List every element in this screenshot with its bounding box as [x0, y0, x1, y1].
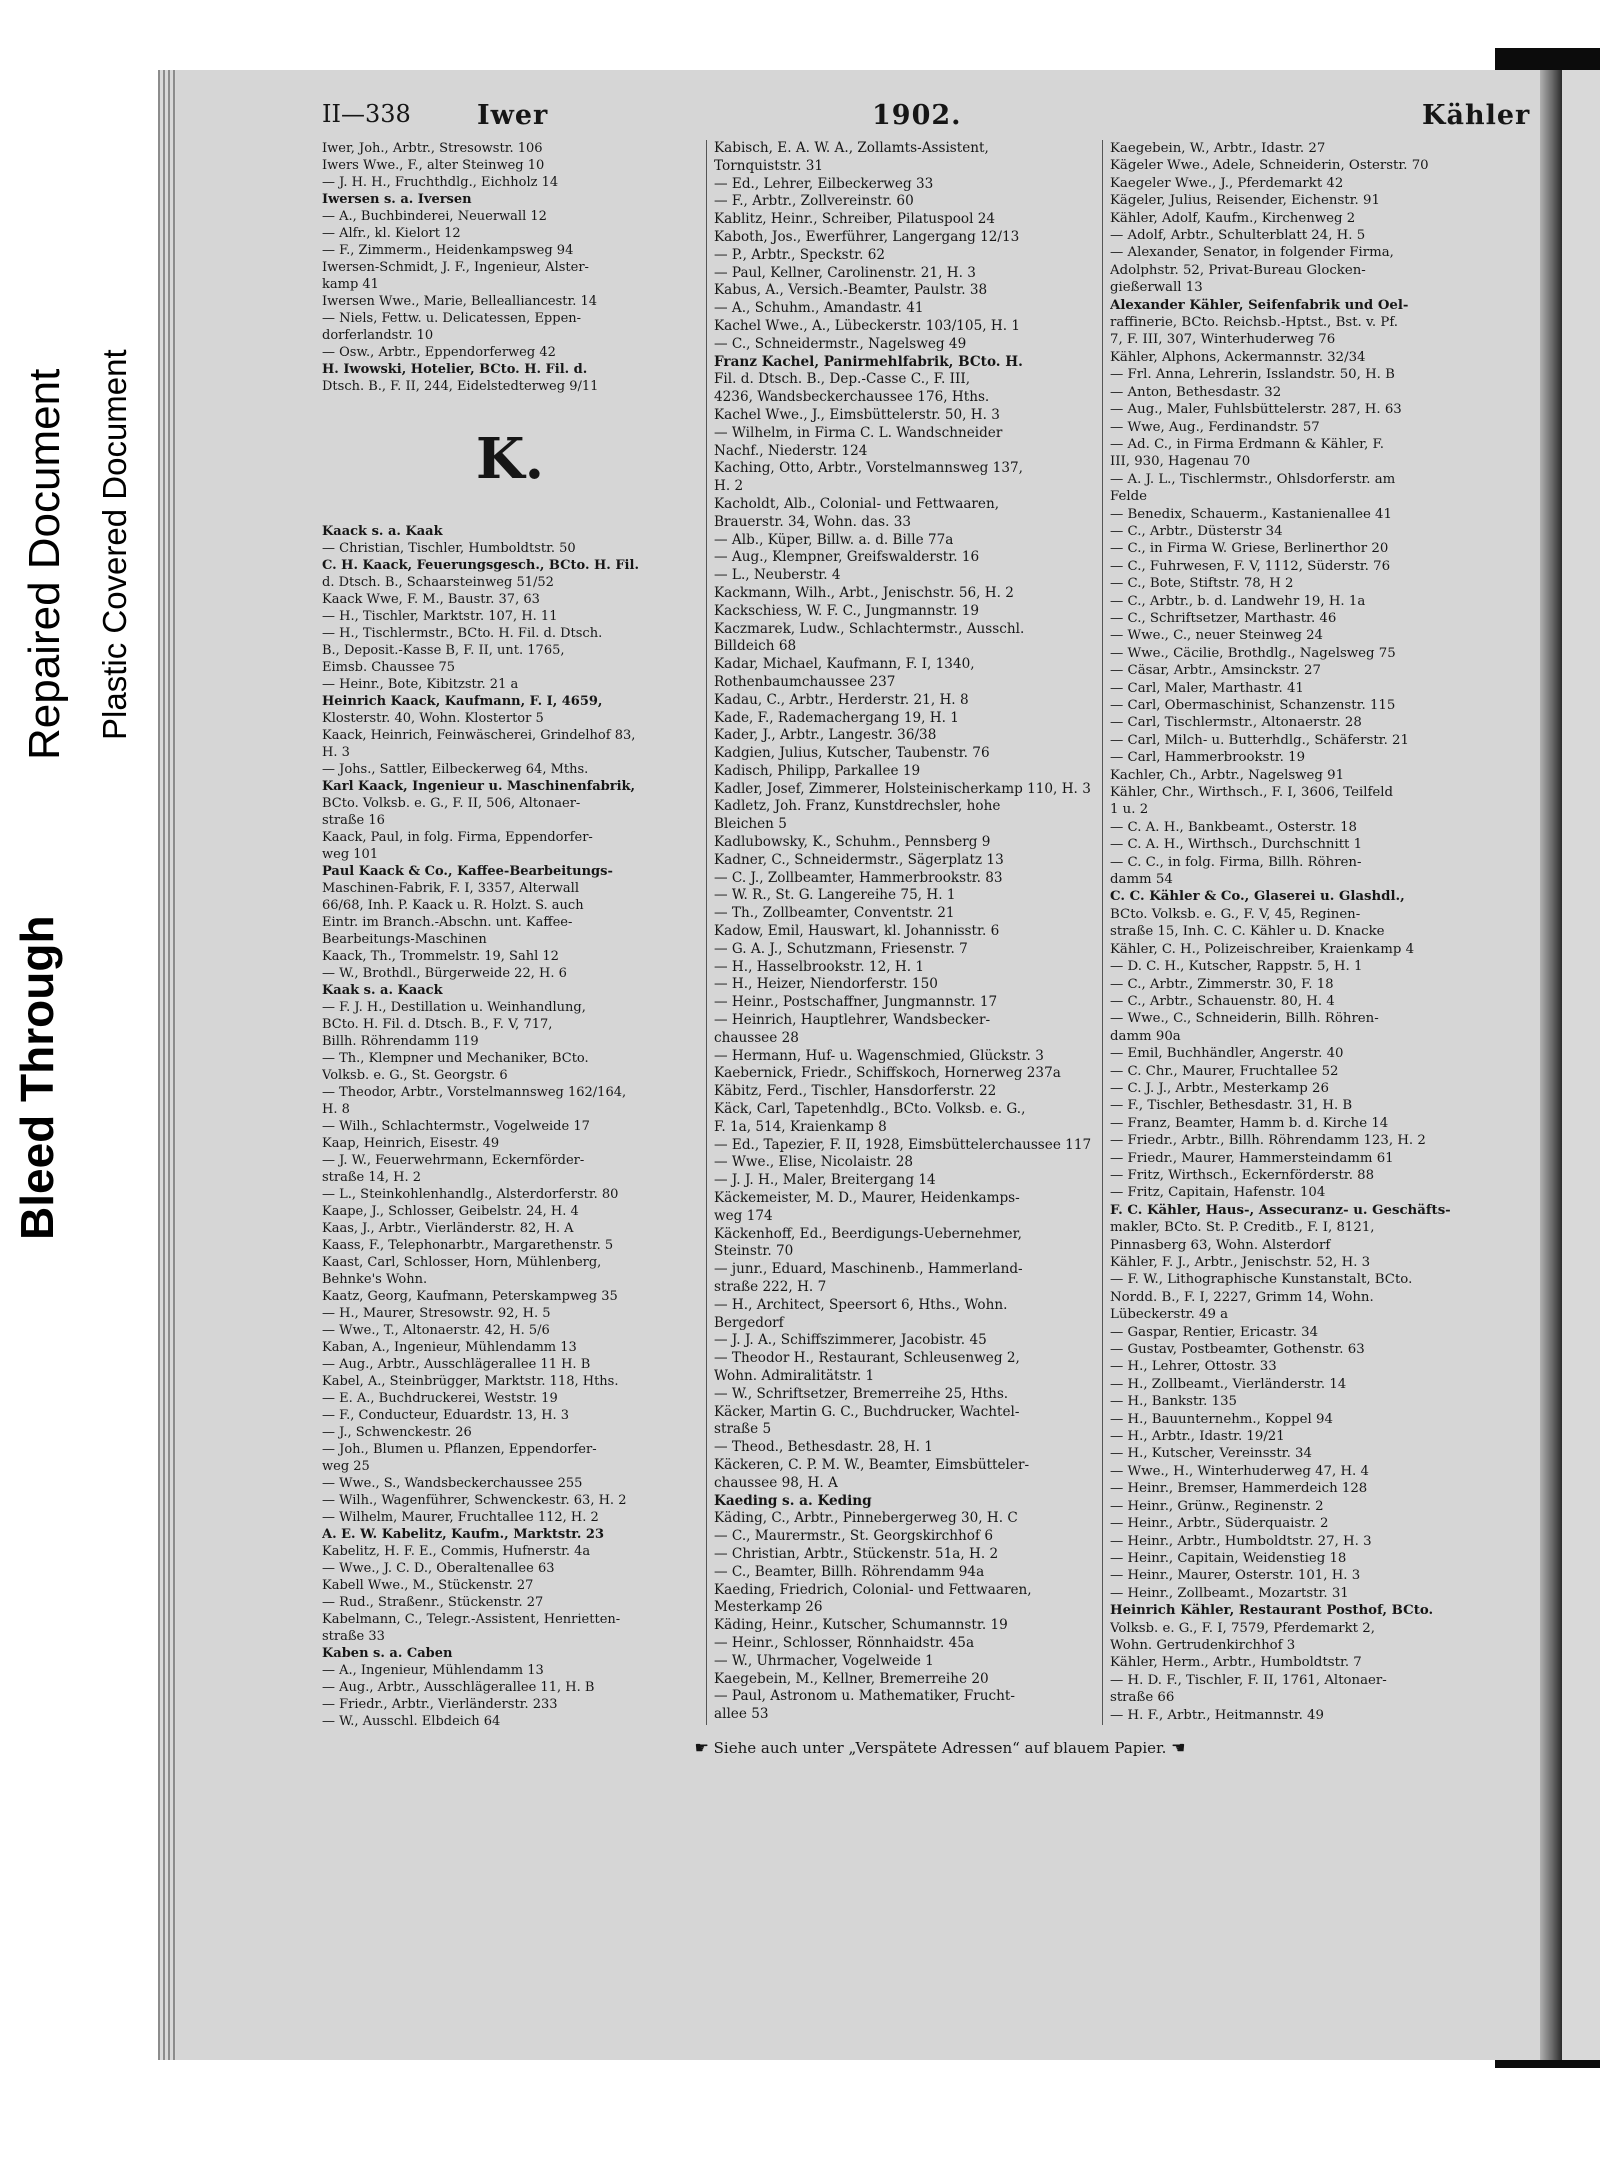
footnote — [590, 1738, 1290, 1757]
directory-entry: Kaast, Carl, Schlosser, Horn, Mühlenberg, — [322, 1255, 602, 1270]
directory-entry: Adolphstr. 52, Privat-Bureau Glocken- — [1110, 262, 1366, 278]
directory-entry: — F. W., Lithographische Kunstanstalt, BCto. — [1110, 1272, 1413, 1288]
directory-entry: d. Dtsch. B., Schaarsteinweg 51/52 — [322, 575, 554, 590]
directory-entry: — C. J., Zollbeamter, Hammerbrookstr. 83 — [714, 869, 1003, 886]
directory-entry: Kachel Wwe., J., Eimsbüttelerstr. 50, H. 3 — [714, 406, 1000, 423]
directory-entry: Kachel Wwe., A., Lübeckerstr. 103/105, H. 1 — [714, 317, 1021, 334]
entry-list — [1110, 140, 1524, 1724]
directory-entry: Klosterstr. 40, Wohn. Klostertor 5 — [322, 711, 544, 726]
directory-entry: BCto. H. Fil. d. Dtsch. B., F. V, 717, — [322, 1017, 553, 1032]
directory-entry: Kacholdt, Alb., Colonial- und Fettwaaren, — [714, 495, 1000, 512]
directory-entry: makler, BCto. St. P. Creditb., F. I, 8121, — [1110, 1220, 1375, 1236]
directory-entry: — C., Maurermstr., St. Georgskirchhof 6 — [714, 1528, 993, 1545]
directory-entry: — J. H. H., Fruchthdlg., Eichholz 14 — [322, 175, 559, 190]
directory-entry: straße 66 — [1110, 1690, 1175, 1706]
directory-entry: — Paul, Kellner, Carolinenstr. 21, H. 3 — [714, 264, 976, 281]
directory-entry: — H., Maurer, Stresowstr. 92, H. 5 — [322, 1306, 551, 1321]
directory-entry: Bearbeitungs-Maschinen — [322, 932, 487, 947]
directory-entry: — Joh., Blumen u. Pflanzen, Eppendorfer- — [322, 1442, 597, 1457]
directory-entry: — F., Arbtr., Zollvereinstr. 60 — [714, 193, 914, 210]
directory-entry: Felde — [1110, 489, 1148, 505]
directory-entry: Kadow, Emil, Hauswart, kl. Johannisstr. 6 — [714, 923, 1000, 940]
directory-entry: — C., Arbtr., Schauenstr. 80, H. 4 — [1110, 993, 1335, 1009]
directory-entry: Nordd. B., F. I, 2227, Grimm 14, Wohn. — [1110, 1289, 1374, 1305]
directory-entry: Kackschiess, W. F. C., Jungmannstr. 19 — [714, 602, 980, 619]
directory-entry: gießerwall 13 — [1110, 280, 1203, 296]
directory-entry: — Cäsar, Arbtr., Amsinckstr. 27 — [1110, 663, 1321, 679]
directory-entry: — C., Arbtr., b. d. Landwehr 19, H. 1a — [1110, 593, 1366, 609]
directory-entry: — Hermann, Huf- u. Wagenschmied, Glückstr. 3 — [714, 1047, 1044, 1064]
directory-entry: Wohn. Admiralitätstr. 1 — [714, 1367, 875, 1384]
directory-entry: Kabel, A., Steinbrügger, Marktstr. 118, Hths. — [322, 1374, 619, 1389]
directory-entry: Kaack, Heinrich, Feinwäscherei, Grindelhof 83, — [322, 728, 636, 743]
directory-entry: H. 2 — [714, 478, 744, 495]
directory-entry: — Heinr., Arbtr., Süderquaistr. 2 — [1110, 1516, 1329, 1532]
directory-entry: — Aug., Arbtr., Ausschlägerallee 11 H. B — [322, 1357, 591, 1372]
directory-entry: Kaegebein, W., Arbtr., Idastr. 27 — [1110, 141, 1326, 156]
directory-entry: — W., Uhrmacher, Vogelweide 1 — [714, 1652, 934, 1669]
directory-entry: — Heinr., Capitain, Weidenstieg 18 — [1110, 1550, 1347, 1566]
directory-entry: — Christian, Arbtr., Stückenstr. 51a, H. 2 — [714, 1545, 999, 1562]
directory-entry: — F., Zimmerm., Heidenkampsweg 94 — [322, 243, 574, 258]
directory-entry: H. 8 — [322, 1102, 350, 1117]
directory-entry: straße 16 — [322, 813, 385, 828]
directory-entry: — Wwe., C., neuer Steinweg 24 — [1110, 628, 1323, 644]
directory-entry: — C., Bote, Stiftstr. 78, H 2 — [1110, 576, 1294, 592]
directory-entry: Karl Kaack, Ingenieur u. Maschinenfabrik, — [322, 779, 636, 794]
directory-entry: — Emil, Buchhändler, Angerstr. 40 — [1110, 1046, 1344, 1062]
directory-entry: — H., Heizer, Niendorferstr. 150 — [714, 976, 938, 993]
directory-entry: Wohn. Gertrudenkirchhof 3 — [1110, 1637, 1296, 1653]
directory-entry: Alexander Kähler, Seifenfabrik und Oel- — [1110, 297, 1409, 313]
directory-entry: — E. A., Buchdruckerei, Weststr. 19 — [322, 1391, 558, 1406]
directory-entry: Kaas, J., Arbtr., Vierländerstr. 82, H. A — [322, 1221, 574, 1236]
page-header — [322, 100, 1531, 132]
directory-entry: — H., Tischler, Marktstr. 107, H. 11 — [322, 609, 558, 624]
directory-entry: damm 90a — [1110, 1028, 1181, 1044]
directory-entry: — Friedr., Maurer, Hammersteindamm 61 — [1110, 1150, 1394, 1166]
directory-entry: Kabisch, E. A. W. A., Zollamts-Assistent, — [714, 140, 989, 156]
directory-entry: Kade, F., Rademachergang 19, H. 1 — [714, 709, 959, 726]
directory-entry: — Wilh., Wagenführer, Schwenckestr. 63, H. 2 — [322, 1493, 627, 1508]
directory-entry: — Wwe., J. C. D., Oberaltenallee 63 — [322, 1561, 555, 1576]
book-gutter — [1540, 70, 1562, 2060]
directory-entry: — A., Schuhm., Amandastr. 41 — [714, 300, 924, 317]
directory-entry: Kaegebein, M., Kellner, Bremerreihe 20 — [714, 1670, 989, 1687]
directory-entry: — Aug., Maler, Fuhlsbüttelerstr. 287, H. 63 — [1110, 402, 1402, 418]
directory-entry: — W., Ausschl. Elbdeich 64 — [322, 1714, 501, 1729]
overlay-labels — [0, 240, 160, 1260]
directory-entry: — Ed., Lehrer, Eilbeckerweg 33 — [714, 175, 934, 192]
directory-entry: Kaape, J., Schlosser, Geibelstr. 24, H. 4 — [322, 1204, 579, 1219]
directory-entry: Brauerstr. 34, Wohn. das. 33 — [714, 513, 912, 530]
directory-entry: Iwersen s. a. Iversen — [322, 192, 472, 207]
directory-entry: — Johs., Sattler, Eilbeckerweg 64, Mths. — [322, 762, 589, 777]
directory-entry: chaussee 98, H. A — [714, 1474, 838, 1491]
directory-entry: — C. J. J., Arbtr., Mesterkamp 26 — [1110, 1080, 1329, 1096]
directory-entry: — H. D. F., Tischler, F. II, 1761, Altonaer- — [1110, 1672, 1387, 1688]
directory-entry: — Heinr., Bremser, Hammerdeich 128 — [1110, 1481, 1368, 1497]
directory-entry: straße 14, H. 2 — [322, 1170, 422, 1185]
directory-entry: — H., Zollbeamt., Vierländerstr. 14 — [1110, 1376, 1347, 1392]
directory-entry: Tornquiststr. 31 — [714, 157, 824, 174]
directory-entry: — H., Tischlermstr., BCto. H. Fil. d. Dtsch. — [322, 626, 603, 641]
directory-entry: BCto. Volksb. e. G., F. V, 45, Reginen- — [1110, 906, 1361, 922]
directory-entry: — H., Lehrer, Ottostr. 33 — [1110, 1359, 1277, 1375]
directory-entry: Kaboth, Jos., Ewerführer, Langergang 12/13 — [714, 228, 1020, 245]
directory-entry: Fil. d. Dtsch. B., Dep.-Casse C., F. III, — [714, 371, 971, 388]
directory-entry: Kähler, F. J., Arbtr., Jenischstr. 52, H. 3 — [1110, 1255, 1371, 1270]
directory-entry: — Heinr., Schlosser, Rönnhaidstr. 45a — [714, 1634, 975, 1651]
directory-entry: — Heinr., Maurer, Osterstr. 101, H. 3 — [1110, 1568, 1361, 1584]
directory-entry: — C. Chr., Maurer, Fruchtallee 52 — [1110, 1063, 1339, 1079]
directory-entry: — Alb., Küper, Billw. a. d. Bille 77a — [714, 531, 954, 548]
directory-entry: 7, F. III, 307, Winterhuderweg 76 — [1110, 332, 1336, 348]
directory-entry: straße 222, H. 7 — [714, 1279, 827, 1295]
directory-entry: — C. A. H., Bankbeamt., Osterstr. 18 — [1110, 819, 1357, 835]
directory-entry: — Rud., Straßenr., Stückenstr. 27 — [322, 1595, 544, 1610]
directory-entry: — C., Arbtr., Zimmerstr. 30, F. 18 — [1110, 976, 1334, 992]
directory-entry: Iwers Wwe., F., alter Steinweg 10 — [322, 158, 545, 173]
directory-entry: Kadau, C., Arbtr., Herderstr. 21, H. 8 — [714, 691, 969, 708]
facing-page-edge — [1562, 70, 1600, 2060]
directory-entry: weg 25 — [322, 1459, 370, 1474]
directory-entry: Iwer, Joh., Arbtr., Stresowstr. 106 — [322, 141, 543, 156]
directory-entry: Volksb. e. G., St. Georgstr. 6 — [322, 1068, 508, 1083]
directory-entry: Kaack, Th., Trommelstr. 19, Sahl 12 — [322, 949, 559, 964]
directory-entry: — Paul, Astronom u. Mathematiker, Frucht- — [714, 1688, 1015, 1705]
directory-entry: Kaeding, Friedrich, Colonial- und Fettwaaren, — [714, 1581, 1032, 1598]
directory-entry: — Ed., Tapezier, F. II, 1928, Eimsbüttelerchaussee 117 — [714, 1136, 1092, 1153]
directory-entry: — Wwe., H., Winterhuderweg 47, H. 4 — [1110, 1463, 1369, 1479]
directory-entry: Käckemeister, M. D., Maurer, Heidenkamps- — [714, 1190, 1020, 1207]
directory-entry: Kaching, Otto, Arbtr., Vorstelmannsweg 137, — [714, 460, 1023, 477]
column-rule — [1102, 140, 1103, 1725]
directory-entry: 4236, Wandsbeckerchaussee 176, Hths. — [714, 389, 990, 406]
directory-entry: Billdeich 68 — [714, 638, 797, 655]
directory-entry: — Carl, Milch- u. Butterhdlg., Schäferstr. 21 — [1110, 732, 1409, 748]
directory-entry: F. 1a, 514, Kraienkamp 8 — [714, 1118, 887, 1135]
directory-entry: Bleichen 5 — [714, 816, 787, 833]
directory-entry: Kachler, Ch., Arbtr., Nagelsweg 91 — [1110, 767, 1345, 783]
directory-entry: — F., Tischler, Bethesdastr. 31, H. B — [1110, 1098, 1353, 1114]
directory-entry: Kaban, A., Ingenieur, Mühlendamm 13 — [322, 1340, 577, 1355]
directory-entry: damm 54 — [1110, 872, 1173, 888]
directory-entry: — C., Fuhrwesen, F. V, 1112, Süderstr. 76 — [1110, 558, 1391, 574]
column-1 — [322, 140, 698, 1730]
directory-entry: — Fritz, Wirthsch., Eckernförderstr. 88 — [1110, 1167, 1375, 1183]
entry-list — [714, 140, 1094, 1724]
directory-entry: — Wwe., C., Schneiderin, Billh. Röhren- — [1110, 1011, 1379, 1027]
directory-entry: — Heinr., Arbtr., Humboldtstr. 27, H. 3 — [1110, 1533, 1372, 1549]
directory-entry: Kägeler Wwe., Adele, Schneiderin, Osterstr. 70 — [1110, 158, 1429, 174]
directory-entry: straße 33 — [322, 1629, 385, 1644]
header-year: 1902. — [872, 100, 962, 131]
directory-entry: BCto. Volksb. e. G., F. II, 506, Altonaer- — [322, 796, 581, 811]
directory-entry: — A. J. L., Tischlermstr., Ohlsdorferstr. am — [1110, 471, 1396, 487]
header-last-entry: Kähler — [1422, 100, 1531, 131]
directory-entry: Kaack s. a. Kaak — [322, 524, 443, 539]
directory-entry: C. H. Kaack, Feuerungsgesch., BCto. H. Fil. — [322, 558, 639, 573]
directory-entry: allee 53 — [714, 1706, 769, 1723]
directory-entry: Käckenhoff, Ed., Beerdigungs-Uebernehmer, — [714, 1225, 1022, 1242]
directory-entry: Steinstr. 70 — [714, 1243, 794, 1260]
directory-entry: — Benedix, Schauerm., Kastanienallee 41 — [1110, 506, 1392, 522]
directory-entry: — A., Ingenieur, Mühlendamm 13 — [322, 1663, 544, 1678]
pointing-hand-icon: ☛ — [694, 1738, 709, 1757]
directory-entry: Kähler, Chr., Wirthsch., F. I, 3606, Teilfeld — [1110, 785, 1394, 801]
directory-entry: Kähler, Alphons, Ackermannstr. 32/34 — [1110, 349, 1366, 365]
directory-entry: Kadner, C., Schneidermstr., Sägerplatz 13 — [714, 851, 1004, 868]
directory-entry: Volksb. e. G., F. I, 7579, Pferdemarkt 2, — [1110, 1620, 1375, 1636]
page-number: II—338 — [322, 100, 411, 128]
directory-entry: — P., Arbtr., Speckstr. 62 — [714, 246, 886, 263]
directory-entry: weg 174 — [714, 1207, 773, 1224]
directory-entry: — H. F., Arbtr., Heitmannstr. 49 — [1110, 1707, 1324, 1723]
directory-entry: A. E. W. Kabelitz, Kaufm., Marktstr. 23 — [322, 1527, 605, 1542]
directory-entry: Kaegeler Wwe., J., Pferdemarkt 42 — [1110, 175, 1344, 191]
directory-entry: — Friedr., Arbtr., Vierländerstr. 233 — [322, 1697, 558, 1712]
footnote-text: Siehe auch unter „Verspätete Adressen“ auf blauem Papier. — [713, 1739, 1167, 1757]
directory-entry: — C., in Firma W. Griese, Berlinerthor 20 — [1110, 541, 1389, 557]
directory-entry: Kaass, F., Telephonarbtr., Margarethenstr. 5 — [322, 1238, 614, 1253]
directory-entry: — Osw., Arbtr., Eppendorferweg 42 — [322, 345, 556, 360]
directory-entry: — G. A. J., Schutzmann, Friesenstr. 7 — [714, 940, 968, 957]
directory-entry: — Frl. Anna, Lehrerin, Isslandstr. 50, H. B — [1110, 367, 1395, 383]
directory-entry: — L., Steinkohlenhandlg., Alsterdorferstr. 80 — [322, 1187, 619, 1202]
directory-entry: Lübeckerstr. 49 a — [1110, 1307, 1229, 1323]
directory-entry: — Carl, Hammerbrookstr. 19 — [1110, 750, 1306, 766]
directory-entry: Eimsb. Chaussee 75 — [322, 660, 456, 675]
directory-entry: — H., Architect, Speersort 6, Hths., Wohn. — [714, 1296, 1008, 1313]
directory-entry: Iwersen Wwe., Marie, Bellealliancestr. 14 — [322, 294, 598, 309]
directory-entry: — Carl, Tischlermstr., Altonaerstr. 28 — [1110, 715, 1362, 731]
directory-entry: kamp 41 — [322, 277, 379, 292]
directory-entry: Kaak s. a. Kaack — [322, 983, 443, 998]
directory-entry: Nachf., Niederstr. 124 — [714, 442, 868, 459]
directory-entry: — Heinr., Bote, Kibitzstr. 21 a — [322, 677, 519, 692]
directory-entry: — Gaspar, Rentier, Ericastr. 34 — [1110, 1324, 1319, 1340]
directory-entry: — F., Conducteur, Eduardstr. 13, H. 3 — [322, 1408, 570, 1423]
directory-entry: — Wwe., Cäcilie, Brothdlg., Nagelsweg 75 — [1110, 645, 1396, 661]
directory-entry: Kadler, Josef, Zimmerer, Holsteinischerkamp 110, H. 3 — [714, 780, 1091, 797]
directory-entry: — junr., Eduard, Maschinenb., Hammerland- — [714, 1261, 1023, 1278]
directory-entry: Paul Kaack & Co., Kaffee-Bearbeitungs- — [322, 864, 613, 879]
directory-entry: Kähler, Adolf, Kaufm., Kirchenweg 2 — [1110, 210, 1356, 226]
directory-entry: — Adolf, Arbtr., Schulterblatt 24, H. 5 — [1110, 228, 1366, 244]
directory-entry: Bergedorf — [714, 1314, 784, 1331]
directory-entry: Kabelmann, C., Telegr.-Assistent, Henrietten- — [322, 1612, 621, 1627]
directory-entry: Dtsch. B., F. II, 244, Eidelstedterweg 9/11 — [322, 379, 599, 394]
directory-entry: III, 930, Hagenau 70 — [1110, 454, 1251, 470]
directory-entry: Kaczmarek, Ludw., Schlachtermstr., Ausschl. — [714, 620, 1025, 637]
directory-entry: — W. R., St. G. Langereihe 75, H. 1 — [714, 887, 956, 904]
directory-entry: 66/68, Inh. P. Kaack u. R. Holzt. S. auch — [322, 898, 584, 913]
directory-entry: F. C. Kähler, Haus-, Assecuranz- u. Geschäfts- — [1110, 1202, 1451, 1218]
directory-entry: — C. C., in folg. Firma, Billh. Röhren- — [1110, 854, 1362, 870]
directory-entry: — Th., Klempner und Mechaniker, BCto. — [322, 1051, 589, 1066]
directory-entry: — C., Schneidermstr., Nagelsweg 49 — [714, 335, 967, 352]
directory-entry: — H., Hasselbrookstr. 12, H. 1 — [714, 958, 925, 975]
directory-entry: Kabell Wwe., M., Stückenstr. 27 — [322, 1578, 534, 1593]
directory-entry: — Carl, Obermaschinist, Schanzenstr. 115 — [1110, 698, 1396, 713]
directory-entry: — Wilhelm, Maurer, Fruchtallee 112, H. 2 — [322, 1510, 599, 1525]
directory-entry: straße 15, Inh. C. C. Kähler u. D. Knacke — [1110, 924, 1385, 940]
directory-entry: straße 5 — [714, 1421, 772, 1438]
entry-list-b — [322, 523, 698, 1730]
directory-entry: — Ad. C., in Firma Erdmann & Kähler, F. — [1110, 436, 1384, 452]
directory-entry: — C., Beamter, Billh. Röhrendamm 94a — [714, 1563, 985, 1580]
directory-entry: Behnke's Wohn. — [322, 1272, 428, 1287]
directory-entry: — J. W., Feuerwehrmann, Eckernförder- — [322, 1153, 585, 1168]
directory-entry: Kadletz, Joh. Franz, Kunstdrechsler, hohe — [714, 798, 1001, 815]
directory-entry: weg 101 — [322, 847, 379, 862]
pointing-hand-icon: ☚ — [1171, 1738, 1186, 1757]
directory-entry: — H., Kutscher, Vereinsstr. 34 — [1110, 1446, 1312, 1462]
directory-entry: — Wwe., S., Wandsbeckerchaussee 255 — [322, 1476, 583, 1491]
entry-list-a — [322, 140, 698, 395]
directory-entry: — A., Buchbinderei, Neuerwall 12 — [322, 209, 547, 224]
directory-entry: — H., Arbtr., Idastr. 19/21 — [1110, 1429, 1285, 1445]
directory-entry: Heinrich Kähler, Restaurant Posthof, BCto. — [1110, 1603, 1434, 1619]
directory-entry: Käckeren, C. P. M. W., Beamter, Eimsbütteler- — [714, 1456, 1030, 1473]
directory-entry: — Heinr., Postschaffner, Jungmannstr. 17 — [714, 994, 998, 1011]
directory-entry: — Wilhelm, in Firma C. L. Wandschneider — [714, 424, 1003, 441]
directory-entry: dorferlandstr. 10 — [322, 328, 434, 343]
directory-entry: Kähler, C. H., Polizeischreiber, Kraienkamp 4 — [1110, 941, 1415, 957]
directory-entry: Kaatz, Georg, Kaufmann, Peterskampweg 35 — [322, 1289, 618, 1304]
directory-entry: — J. J. A., Schiffszimmerer, Jacobistr. 45 — [714, 1332, 987, 1349]
directory-entry: Käck, Carl, Tapetenhdlg., BCto. Volksb. e. G., — [714, 1101, 1026, 1118]
directory-entry: — H., Bankstr. 135 — [1110, 1394, 1238, 1410]
directory-entry: Kablitz, Heinr., Schreiber, Pilatuspool 24 — [714, 211, 996, 228]
directory-entry: Heinrich Kaack, Kaufmann, F. I, 4659, — [322, 694, 603, 709]
directory-entry: — Anton, Bethesdastr. 32 — [1110, 384, 1282, 400]
directory-entry: Kadar, Michael, Kaufmann, F. I, 1340, — [714, 656, 975, 673]
repaired-document-label: Repaired Document — [20, 368, 69, 760]
directory-entry: Kähler, Herm., Arbtr., Humboldtstr. 7 — [1110, 1655, 1362, 1671]
directory-entry: Iwersen-Schmidt, J. F., Ingenieur, Alster- — [322, 260, 589, 275]
directory-entry: — Christian, Tischler, Humboldtstr. 50 — [322, 541, 576, 556]
bleed-through-label: Bleed Through — [11, 915, 63, 1240]
directory-entry: — Heinr., Zollbeamt., Mozartstr. 31 — [1110, 1585, 1349, 1601]
directory-entry: Käcker, Martin G. C., Buchdrucker, Wachtel- — [714, 1403, 1020, 1420]
directory-entry: chaussee 28 — [714, 1029, 799, 1046]
directory-entry: — L., Neuberstr. 4 — [714, 567, 841, 584]
section-letter: K. — [475, 426, 545, 492]
directory-entry: 1 u. 2 — [1110, 802, 1149, 818]
directory-entry: C. C. Kähler & Co., Glaserei u. Glashdl., — [1110, 889, 1405, 905]
directory-entry: Kadgien, Julius, Kutscher, Taubenstr. 76 — [714, 745, 990, 762]
directory-entry: — Fritz, Capitain, Hafenstr. 104 — [1110, 1185, 1326, 1201]
directory-entry: — W., Schriftsetzer, Bremerreihe 25, Hths. — [714, 1385, 1009, 1402]
directory-entry: — Heinrich, Hauptlehrer, Wandsbecker- — [714, 1012, 991, 1029]
directory-entry: — Theod., Bethesdastr. 28, H. 1 — [714, 1439, 933, 1456]
directory-entry: — Aug., Klempner, Greifswalderstr. 16 — [714, 549, 980, 566]
page-stack-edge — [158, 70, 176, 2060]
directory-entry: raffinerie, BCto. Reichsb.-Hptst., Bst. v. Pf. — [1110, 315, 1399, 331]
directory-entry: — Aug., Arbtr., Ausschlägerallee 11, H. B — [322, 1680, 595, 1695]
directory-entry: — Carl, Maler, Marthastr. 41 — [1110, 680, 1304, 696]
directory-entry: — Theodor H., Restaurant, Schleusenweg 2, — [714, 1350, 1020, 1367]
directory-entry: — Heinr., Grünw., Reginenstr. 2 — [1110, 1498, 1324, 1514]
directory-entry: Kaben s. a. Caben — [322, 1646, 453, 1661]
directory-entry: Franz Kachel, Panirmehlfabrik, BCto. H. — [714, 353, 1023, 370]
directory-entry: — Alexander, Senator, in folgender Firma, — [1110, 245, 1394, 261]
directory-entry: — Alfr., kl. Kielort 12 — [322, 226, 461, 241]
directory-entry: — F. J. H., Destillation u. Weinhandlung, — [322, 1000, 586, 1015]
column-3 — [1110, 140, 1524, 1724]
directory-entry: — Wwe, Aug., Ferdinandstr. 57 — [1110, 419, 1320, 435]
directory-entry: Kaeding s. a. Keding — [714, 1492, 872, 1509]
directory-entry: Kaebernick, Friedr., Schiffskoch, Hornerweg 237a — [714, 1065, 1061, 1082]
directory-entry: Käding, Heinr., Kutscher, Schumannstr. 19 — [714, 1617, 1008, 1634]
directory-entry: — Wilh., Schlachtermstr., Vogelweide 17 — [322, 1119, 590, 1134]
directory-entry: H. 3 — [322, 745, 350, 760]
directory-entry: Billh. Röhrendamm 119 — [322, 1034, 479, 1049]
directory-entry: — W., Brothdl., Bürgerweide 22, H. 6 — [322, 966, 567, 981]
directory-entry: Kägeler, Julius, Reisender, Eichenstr. 91 — [1110, 193, 1380, 209]
directory-entry: — Wwe., T., Altonaerstr. 42, H. 5/6 — [322, 1323, 550, 1338]
directory-entry: — C., Arbtr., Düsterstr 34 — [1110, 523, 1283, 539]
header-first-entry: Iwer — [477, 100, 549, 131]
directory-entry: — Friedr., Arbtr., Billh. Röhrendamm 123, H. 2 — [1110, 1133, 1426, 1149]
directory-entry: — Th., Zollbeamter, Conventstr. 21 — [714, 905, 955, 922]
directory-entry: Käding, C., Arbtr., Pinnebergerweg 30, H. C — [714, 1510, 1018, 1527]
directory-entry: — J. J. H., Maler, Breitergang 14 — [714, 1172, 936, 1189]
directory-entry: — Gustav, Postbeamter, Gothenstr. 63 — [1110, 1342, 1365, 1358]
directory-entry: Kaack, Paul, in folg. Firma, Eppendorfer- — [322, 830, 593, 845]
directory-entry: Kadlubowsky, K., Schuhm., Pennsberg 9 — [714, 834, 991, 851]
directory-entry: Mesterkamp 26 — [714, 1599, 823, 1616]
directory-entry: — J., Schwenckestr. 26 — [322, 1425, 472, 1440]
directory-entry: Kadisch, Philipp, Parkallee 19 — [714, 762, 921, 779]
directory-entry: Kabus, A., Versich.-Beamter, Paulstr. 38 — [714, 282, 988, 299]
directory-entry: Kabelitz, H. F. E., Commis, Hufnerstr. 4a — [322, 1544, 591, 1559]
directory-entry: Kaap, Heinrich, Eisestr. 49 — [322, 1136, 500, 1151]
directory-entry: — Franz, Beamter, Hamm b. d. Kirche 14 — [1110, 1115, 1389, 1131]
directory-entry: Kackmann, Wilh., Arbt., Jenischstr. 56, H. 2 — [714, 584, 1014, 601]
column-2 — [714, 140, 1094, 1724]
directory-entry: — H., Bauunternehm., Koppel 94 — [1110, 1411, 1333, 1427]
column-rule — [706, 140, 707, 1725]
directory-entry: — Theodor, Arbtr., Vorstelmannsweg 162/164, — [322, 1085, 627, 1100]
directory-entry: H. Iwowski, Hotelier, BCto. H. Fil. d. — [322, 362, 588, 377]
directory-entry: Käbitz, Ferd., Tischler, Hansdorferstr. 22 — [714, 1083, 997, 1100]
directory-entry: — C. A. H., Wirthsch., Durchschnitt 1 — [1110, 837, 1363, 853]
directory-entry: Kader, J., Arbtr., Langestr. 36/38 — [714, 727, 937, 744]
directory-entry: B., Deposit.-Kasse B, F. II, unt. 1765, — [322, 643, 565, 658]
plastic-covered-label: Plastic Covered Document — [96, 349, 133, 740]
directory-entry: — D. C. H., Kutscher, Rappstr. 5, H. 1 — [1110, 959, 1363, 975]
directory-entry: Kaack Wwe, F. M., Baustr. 37, 63 — [322, 592, 540, 607]
directory-entry: Pinnasberg 63, Wohn. Alsterdorf — [1110, 1237, 1331, 1253]
directory-entry: Maschinen-Fabrik, F. I, 3357, Alterwall — [322, 881, 579, 896]
directory-entry: — Niels, Fettw. u. Delicatessen, Eppen- — [322, 311, 582, 326]
directory-entry: Eintr. im Branch.-Abschn. unt. Kaffee- — [322, 915, 573, 930]
directory-entry: Rothenbaumchaussee 237 — [714, 673, 896, 690]
directory-entry: — C., Schriftsetzer, Marthastr. 46 — [1110, 610, 1337, 626]
directory-entry: — Wwe., Elise, Nicolaistr. 28 — [714, 1154, 914, 1171]
